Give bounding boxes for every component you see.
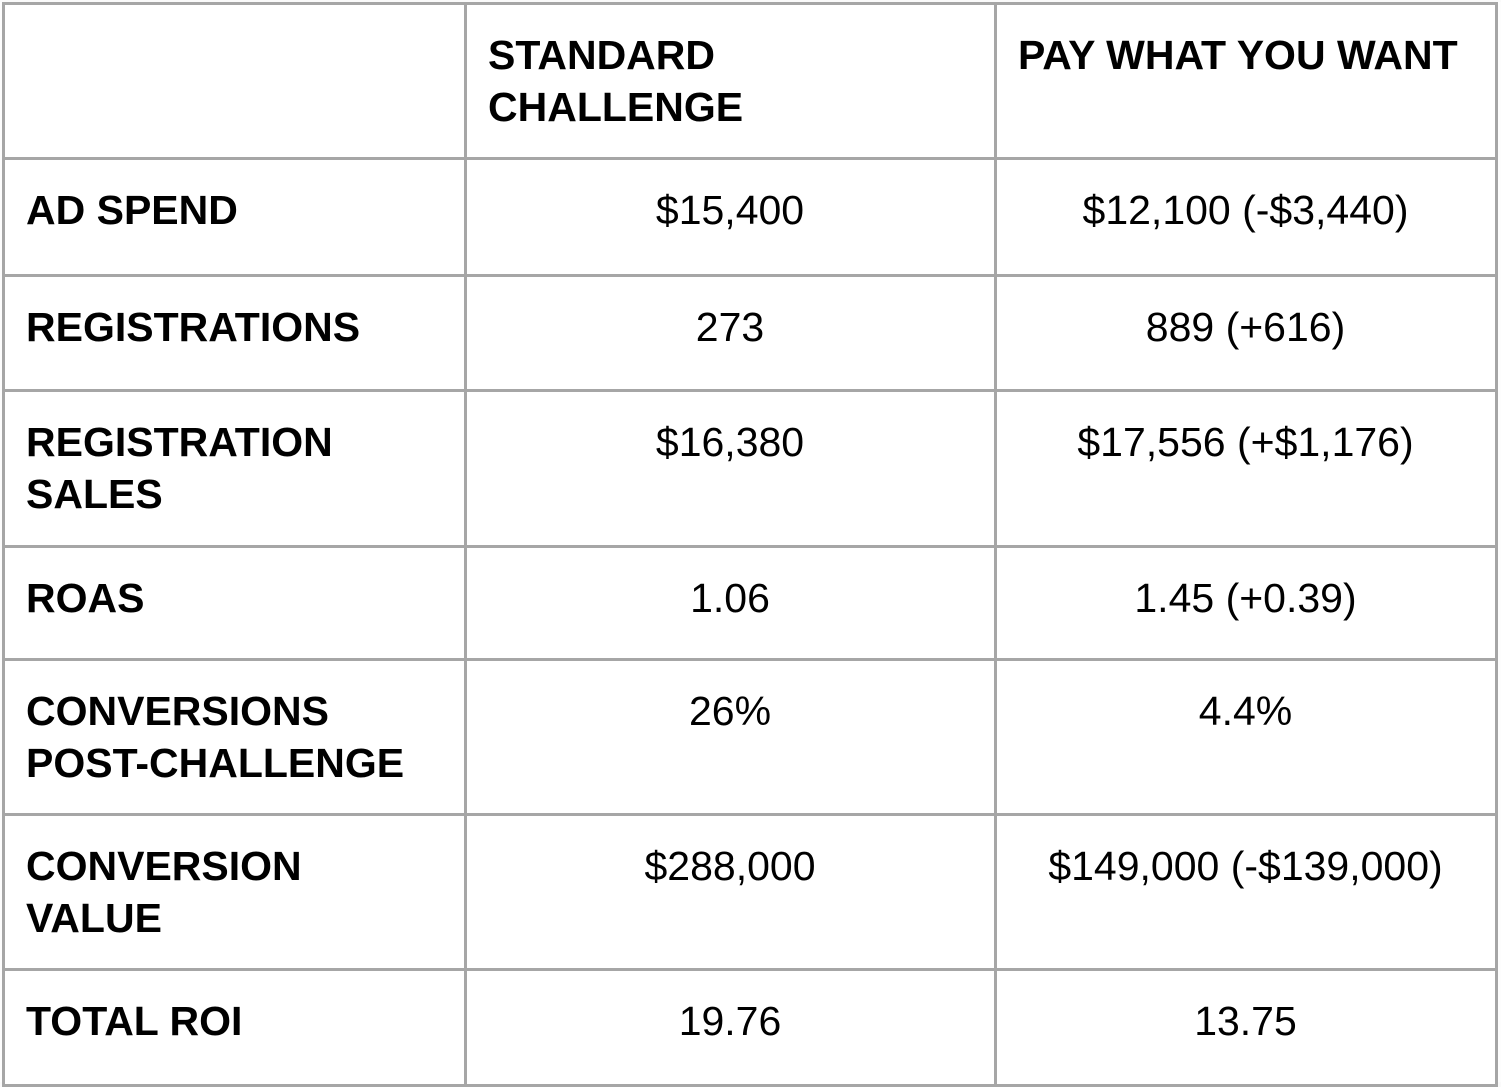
conversions-standard-value: 26% [466, 660, 996, 815]
total-roi-pwyw-value: 13.75 [996, 970, 1497, 1086]
header-standard-challenge: STANDARD CHALLENGE [466, 4, 996, 159]
conversions-pwyw-value: 4.4% [996, 660, 1497, 815]
row-label-total-roi: TOTAL ROI [4, 970, 466, 1086]
table-row-conversion-value [4, 815, 1497, 970]
table-row-total-roi [4, 970, 1497, 1086]
row-label-registration-sales: REGISTRATION SALES [4, 391, 466, 547]
row-label-conversion-value: CONVERSION VALUE [4, 815, 466, 970]
header-empty-cell [4, 4, 466, 159]
ad-spend-pwyw-value: $12,100 (-$3,440) [996, 159, 1497, 276]
total-roi-standard-value: 19.76 [466, 970, 996, 1086]
table-row-conversions-post-challenge [4, 660, 1497, 815]
roas-pwyw-value: 1.45 (+0.39) [996, 547, 1497, 660]
registration-sales-standard-value: $16,380 [466, 391, 996, 547]
row-label-ad-spend: AD SPEND [4, 159, 466, 276]
row-label-roas: ROAS [4, 547, 466, 660]
table-row-registration-sales [4, 391, 1497, 547]
page [0, 2, 1501, 1082]
table-row-roas [4, 547, 1497, 660]
registrations-pwyw-value: 889 (+616) [996, 276, 1497, 391]
row-label-registrations: REGISTRATIONS [4, 276, 466, 391]
header-pay-what-you-want: PAY WHAT YOU WANT [996, 4, 1497, 159]
registrations-standard-value: 273 [466, 276, 996, 391]
table-header-row [4, 4, 1497, 159]
row-label-conversions-post-challenge: CONVERSIONS POST-CHALLENGE [4, 660, 466, 815]
roas-standard-value: 1.06 [466, 547, 996, 660]
table-row-ad-spend [4, 159, 1497, 276]
conversion-value-pwyw-value: $149,000 (-$139,000) [996, 815, 1497, 970]
document-canvas [0, 2, 1501, 1082]
comparison-table [2, 2, 1498, 1087]
registration-sales-pwyw-value: $17,556 (+$1,176) [996, 391, 1497, 547]
conversion-value-standard-value: $288,000 [466, 815, 996, 970]
ad-spend-standard-value: $15,400 [466, 159, 996, 276]
table-row-registrations [4, 276, 1497, 391]
